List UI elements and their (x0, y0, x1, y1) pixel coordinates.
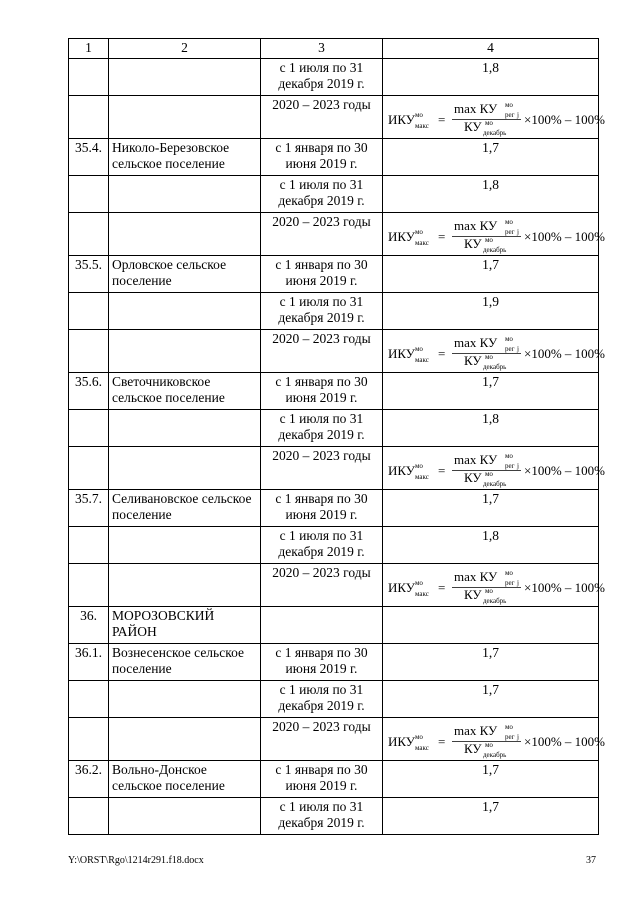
formula-den-sub: декабрь (482, 363, 506, 371)
formula-den-sub: декабрь (482, 129, 506, 137)
index-value: 1,7 (383, 256, 599, 293)
index-value (383, 330, 605, 373)
formula-numerator: max КУ (453, 723, 497, 738)
row-number: 35.5. (69, 256, 109, 293)
formula-lhs-sub: макс (414, 590, 429, 598)
period: 2020 – 2023 годы (261, 330, 383, 373)
period: с 1 июля по 31 декабря 2019 г. (261, 176, 383, 213)
row-number (69, 213, 109, 256)
header-col-4: 4 (383, 39, 599, 59)
formula-numerator: max КУ (453, 335, 497, 350)
period: с 1 июля по 31 декабря 2019 г. (261, 293, 383, 330)
period: с 1 января по 30 июня 2019 г. (261, 761, 383, 798)
formula-num-sub: рег (504, 345, 514, 353)
formula-lhs-sup: мо (414, 345, 423, 353)
period: с 1 июля по 31 декабря 2019 г. (261, 59, 383, 96)
formula-denominator: КУ (463, 470, 482, 485)
formula-equals: = (437, 112, 445, 127)
period: 2020 – 2023 годы (261, 213, 383, 256)
index-value: 1,7 (383, 490, 599, 527)
formula-num-sub: рег (504, 111, 514, 119)
period: с 1 июля по 31 декабря 2019 г. (261, 527, 383, 564)
formula-den-sup: мо (484, 353, 493, 361)
formula-num-sub-index: j (516, 733, 519, 741)
index-value (383, 564, 605, 607)
row-number (69, 176, 109, 213)
table-row (69, 718, 599, 761)
settlement-name: Вознесенское сельское поселение (109, 644, 261, 681)
index-value (383, 96, 605, 139)
index-value (383, 607, 599, 644)
period: с 1 января по 30 июня 2019 г. (261, 373, 383, 410)
formula-ikumax (387, 451, 605, 488)
index-value: 1,7 (383, 681, 599, 718)
formula-lhs-sub: макс (414, 122, 429, 130)
formula-num-sub: рег (504, 228, 514, 236)
period: 2020 – 2023 годы (261, 447, 383, 490)
settlement-name (109, 527, 261, 564)
formula-denominator: КУ (463, 741, 482, 756)
formula-num-sub: рег (504, 733, 514, 741)
formula-ikumax (387, 568, 605, 605)
formula-tail: ×100% – 100% (523, 229, 605, 244)
settlement-name (109, 330, 261, 373)
formula-ikumax (387, 334, 605, 371)
period: с 1 января по 30 июня 2019 г. (261, 256, 383, 293)
row-number (69, 681, 109, 718)
settlement-name (109, 681, 261, 718)
period: 2020 – 2023 годы (261, 564, 383, 607)
period: с 1 января по 30 июня 2019 г. (261, 490, 383, 527)
formula-numerator: max КУ (453, 218, 497, 233)
table-row (69, 681, 599, 718)
formula-lhs-sub: макс (414, 744, 429, 752)
formula-num-sub-index: j (516, 111, 519, 119)
row-number (69, 527, 109, 564)
row-number: 35.6. (69, 373, 109, 410)
table-row (69, 96, 599, 139)
header-col-2: 2 (109, 39, 261, 59)
formula-ikumax (387, 100, 605, 137)
formula-lhs-sub: макс (414, 356, 429, 364)
index-value: 1,8 (383, 59, 599, 96)
period: 2020 – 2023 годы (261, 718, 383, 761)
formula-numerator: max КУ (453, 101, 497, 116)
period: с 1 января по 30 июня 2019 г. (261, 139, 383, 176)
period: с 1 января по 30 июня 2019 г. (261, 644, 383, 681)
row-number: 36.2. (69, 761, 109, 798)
row-number: 35.7. (69, 490, 109, 527)
formula-num-sub-index: j (516, 228, 519, 236)
row-number (69, 564, 109, 607)
formula-den-sub: декабрь (482, 597, 506, 605)
formula-ikumax (387, 722, 605, 759)
formula-denominator: КУ (463, 236, 482, 251)
formula-lhs-sup: мо (414, 228, 423, 236)
formula-lhs-sub: макс (414, 239, 429, 247)
settlement-name (109, 176, 261, 213)
formula-lhs-sub: макс (414, 473, 429, 481)
formula-num-sub-index: j (516, 345, 519, 353)
formula-den-sub: декабрь (482, 246, 506, 254)
header-col-3: 3 (261, 39, 383, 59)
formula-lhs: ИКУ (387, 734, 415, 749)
row-number: 35.4. (69, 139, 109, 176)
table-row (69, 527, 599, 564)
formula-numerator: max КУ (453, 569, 497, 584)
settlement-name: Светочниковское сельское поселение (109, 373, 261, 410)
index-value: 1,8 (383, 176, 599, 213)
period: с 1 июля по 31 декабря 2019 г. (261, 798, 383, 835)
index-value: 1,9 (383, 293, 599, 330)
formula-num-sup: мо (504, 569, 513, 577)
index-value: 1,8 (383, 410, 599, 447)
table-row (69, 410, 599, 447)
settlement-name: МОРОЗОВСКИЙ РАЙОН (109, 607, 261, 644)
formula-lhs: ИКУ (387, 580, 415, 595)
header-col-1: 1 (69, 39, 109, 59)
index-value (383, 718, 605, 761)
period: 2020 – 2023 годы (261, 96, 383, 139)
formula-lhs: ИКУ (387, 463, 415, 478)
settlement-name: Вольно-Донское сельское поселение (109, 761, 261, 798)
table-row (69, 373, 599, 410)
row-number (69, 96, 109, 139)
settlement-name (109, 293, 261, 330)
formula-lhs-sup: мо (414, 462, 423, 470)
formula-num-sup: мо (504, 723, 513, 731)
period: с 1 июля по 31 декабря 2019 г. (261, 410, 383, 447)
settlement-name (109, 96, 261, 139)
table-row (69, 330, 599, 373)
formula-ikumax (387, 217, 605, 254)
table-row (69, 490, 599, 527)
table-row (69, 59, 599, 96)
settlement-name (109, 564, 261, 607)
formula-equals: = (437, 229, 445, 244)
formula-num-sup: мо (504, 101, 513, 109)
formula-tail: ×100% – 100% (523, 580, 605, 595)
settlement-name (109, 718, 261, 761)
formula-den-sub: декабрь (482, 751, 506, 759)
table-row (69, 564, 599, 607)
index-value (383, 213, 605, 256)
settlement-name (109, 798, 261, 835)
settlement-name: Орловское сельское поселение (109, 256, 261, 293)
table-row (69, 761, 599, 798)
index-value: 1,7 (383, 644, 599, 681)
formula-den-sup: мо (484, 741, 493, 749)
footer-page-number: 37 (586, 855, 596, 866)
formula-lhs-sup: мо (414, 111, 423, 119)
formula-num-sup: мо (504, 218, 513, 226)
formula-num-sup: мо (504, 335, 513, 343)
table-row (69, 176, 599, 213)
formula-denominator: КУ (463, 587, 482, 602)
table-row (69, 139, 599, 176)
table-row (69, 644, 599, 681)
table-row (69, 607, 599, 644)
row-number: 36.1. (69, 644, 109, 681)
formula-lhs-sup: мо (414, 733, 423, 741)
settlement-name: Николо-Березовское сельское поселение (109, 139, 261, 176)
period: с 1 июля по 31 декабря 2019 г. (261, 681, 383, 718)
formula-num-sup: мо (504, 452, 513, 460)
formula-lhs-sup: мо (414, 579, 423, 587)
row-number (69, 798, 109, 835)
index-value (383, 447, 605, 490)
table-row (69, 293, 599, 330)
formula-num-sub: рег (504, 462, 514, 470)
row-number (69, 447, 109, 490)
formula-denominator: КУ (463, 119, 482, 134)
table-row (69, 447, 599, 490)
index-value: 1,7 (383, 139, 599, 176)
settlement-name: Селивановское сельское поселение (109, 490, 261, 527)
formula-tail: ×100% – 100% (523, 463, 605, 478)
formula-denominator: КУ (463, 353, 482, 368)
table-header-row (69, 39, 599, 59)
formula-num-sub-index: j (516, 579, 519, 587)
formula-lhs: ИКУ (387, 229, 415, 244)
formula-den-sup: мо (484, 236, 493, 244)
row-number (69, 330, 109, 373)
row-number (69, 293, 109, 330)
formula-num-sub: рег (504, 579, 514, 587)
row-number (69, 718, 109, 761)
settlement-name (109, 447, 261, 490)
index-value: 1,7 (383, 798, 599, 835)
index-value: 1,7 (383, 761, 599, 798)
formula-tail: ×100% – 100% (523, 346, 605, 361)
formula-den-sup: мо (484, 470, 493, 478)
table-row (69, 213, 599, 256)
settlement-name (109, 410, 261, 447)
settlement-name (109, 59, 261, 96)
index-value: 1,8 (383, 527, 599, 564)
footer-file-path: Y:\ORST\Rgo\1214r291.f18.docx (68, 855, 204, 866)
formula-tail: ×100% – 100% (523, 734, 605, 749)
index-value: 1,7 (383, 373, 599, 410)
row-number (69, 59, 109, 96)
row-number: 36. (69, 607, 109, 644)
formula-lhs: ИКУ (387, 346, 415, 361)
formula-den-sup: мо (484, 587, 493, 595)
period (261, 607, 383, 644)
formula-num-sub-index: j (516, 462, 519, 470)
formula-numerator: max КУ (453, 452, 497, 467)
table-row (69, 798, 599, 835)
formula-lhs: ИКУ (387, 112, 415, 127)
formula-equals: = (437, 463, 445, 478)
formula-den-sup: мо (484, 119, 493, 127)
table-row (69, 256, 599, 293)
formula-equals: = (437, 734, 445, 749)
settlement-name (109, 213, 261, 256)
tariff-table (68, 38, 605, 835)
formula-den-sub: декабрь (482, 480, 506, 488)
formula-equals: = (437, 580, 445, 595)
formula-tail: ×100% – 100% (523, 112, 605, 127)
row-number (69, 410, 109, 447)
formula-equals: = (437, 346, 445, 361)
